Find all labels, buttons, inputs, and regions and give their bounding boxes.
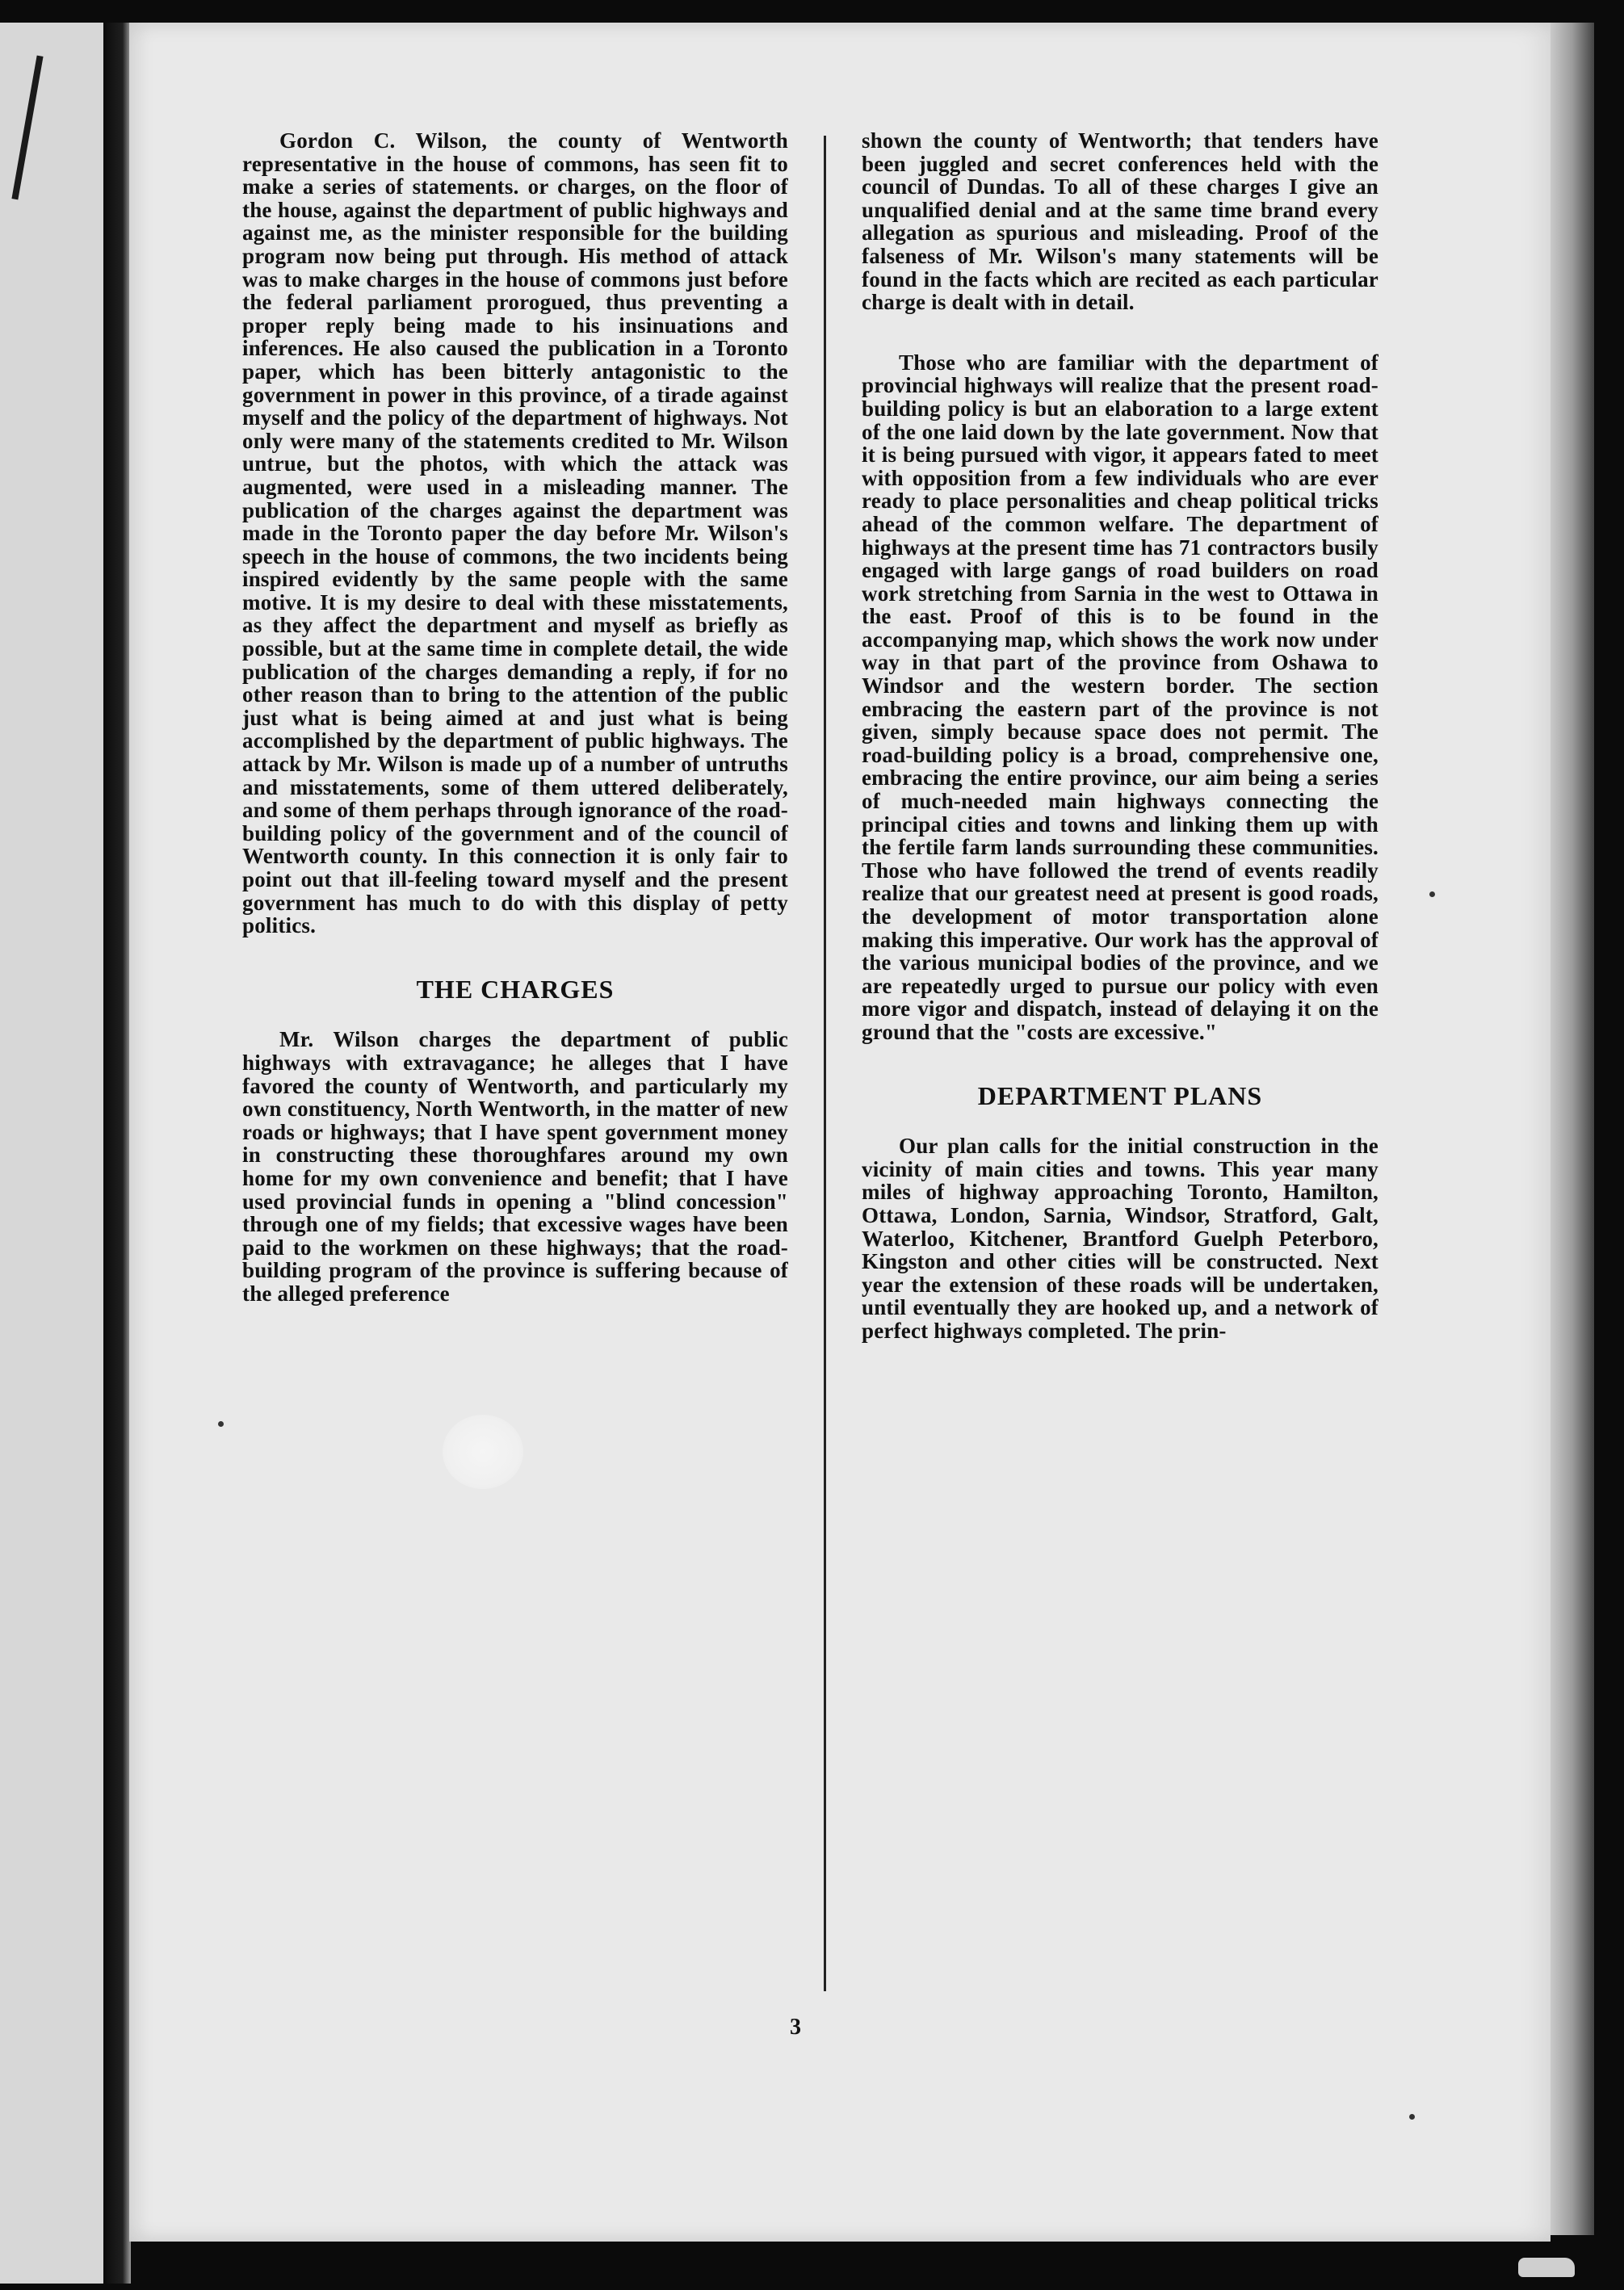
ink-speck <box>1409 2114 1415 2120</box>
paper-smudge <box>443 1415 523 1489</box>
right-paragraph-2: Those who are familiar with the department of provincial highways will realize that the present road-building policy is but an elaboration to a large extent of the one laid down by the late government. Now that it is being pursued with vigor, it appears fated to meet with opposition from a few individuals who are ever ready to place personalities and cheap political tricks ahead of the common welfare. The department of highways at the present time has 71 contractors busily engaged with large gangs of road builders on road work stretching from Sarnia in the west to Ottawa in the east. Proof of this is to be found in the accompanying map, which shows the work now under way in that part of the province from Oshawa to Windsor and the western border. The section embracing the eastern part of the province is not given, simply because space does not permit. The road-building policy is a broad, comprehensive one, embracing the entire province, our aim being a series of much-needed main highways connecting the principal cities and towns and linking them up with the fertile farm lands surrounding these communities. Those who have followed the trend of events readily realize that our greatest need at present is good roads, the development of motor transportation alone making this imperative. Our work has the approval of the various municipal bodies of the province, and we are repeatedly urged to pursue our policy with even more vigor and dispatch, instead of delaying it on the ground that the "costs are excessive." <box>862 350 1379 1044</box>
scan-artifact <box>1518 2258 1575 2277</box>
facing-page <box>0 23 103 2284</box>
ink-speck <box>1429 891 1435 897</box>
column-divider <box>824 136 826 1991</box>
left-paragraph-1: Gordon C. Wilson, the county of Wentworth representative in the house of commons, has seen fit to make a series of statements. or charges, on the floor of the house, against the department of public highways and against me, as the minister responsible for the building program now being put through. His method of attack was to make charges in the house of commons just before the federal parliament prorogued, thus preventing a proper reply being made to his insinuations and inferences. He also caused the publication in a Toronto paper, which has been bitterly antagonistic to the government in power in this province, of a tirade against myself and the policy of the department of highways. Not only were many of the statements credited to Mr. Wilson untrue, but the photos, with which the attack was augmented, were used in a misleading manner. The publication of the charges against the department was made in the Toronto paper the day before Mr. Wilson's speech in the house of commons, the two incidents being inspired evidently by the same people with the same motive. It is my desire to deal with these misstatements, as they affect the department and myself as briefly as possible, but at the same time in complete detail, the wide publication of the charges demanding a reply, if for no other reason than to bring to the attention of the public just what is being aimed at and just what is being accomplished by the department of public highways. The attack by Mr. Wilson is made up of a number of untruths and misstatements, some of them uttered deliberately, and some of them perhaps through ignorance of the road-building policy of the government and of the council of Wentworth county. In this connection it is only fair to point out that ill-feeling toward myself and the present government has much to do with this display of petty politics. <box>242 128 788 938</box>
paragraph-gap <box>862 314 1379 351</box>
gutter-shadow <box>103 23 131 2284</box>
page-number: 3 <box>790 2015 801 2040</box>
right-paragraph-3: Our plan calls for the initial construction in the vicinity of main cities and towns. This year many miles of highway approaching Toronto, Hamilton, Ottawa, London, Sarnia, Windsor, Stratford, Galt, Waterloo, Kitchener, Brantford Guelph Peterboro, Kingston and other cities will be constructed. Next year the extension of these roads will be undertaken, until eventually they are hooked up, and a network of perfect highways completed. The prin- <box>862 1134 1379 1343</box>
section-heading-charges: THE CHARGES <box>416 974 615 1004</box>
page-edge <box>1551 23 1594 2235</box>
right-paragraph-1: shown the county of Wentworth; that tenders have been juggled and secret conferences held with the council of Dundas. To all of these charges I give an unqualified denial and at the same time brand every allegation as spurious and misleading. Proof of the falseness of Mr. Wilson's many statements will be found in the facts which are recited as each particular charge is dealt with in detail. <box>862 128 1379 315</box>
left-column <box>242 129 788 1306</box>
section-heading-department-plans: DEPARTMENT PLANS <box>977 1080 1263 1110</box>
right-column <box>862 129 1379 1343</box>
left-paragraph-2: Mr. Wilson charges the department of public highways with extravagance; he alleges that I have favored the county of Wentworth, and particularly my own constituency, North Wentworth, in the matter of new roads or highways; that I have spent government money in constructing these thoroughfares around my own home for my own convenience and benefit; that I have used provincial funds in opening a "blind concession" through one of my fields; that excessive wages have been paid to the workmen on these highways; that the road-building program of the province is suffering because of the alleged preference <box>242 1027 788 1306</box>
facing-page-mark <box>11 56 43 200</box>
ink-speck <box>218 1421 224 1427</box>
